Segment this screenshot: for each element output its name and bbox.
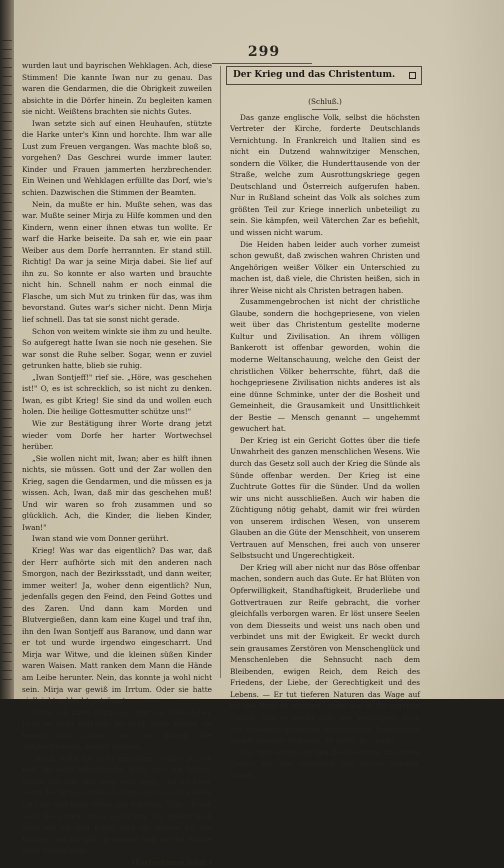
article-title-box <box>226 66 422 85</box>
article-paragraph: Zusammengebrochen ist nicht der christliche Glaube, sondern die hochgepriesene, von vielen weit über das Christentum gestellte moderne Kultur und Zivilisation. An ihrem völligen Bankerott ist offenbar geworden, wohin die moderne Weltanschauung, welche den Geist der christlichen Völker beherrschte, führt, daß die hochgepriesene Zivilisation nichts anderes ist als eine dünne Schminke, unter der die Bosheit und Gemeinheit, die Grausamkeit und Unsittlichkeit der Bestie — Mensch genannt — ungehemmt gewuchert hat. <box>230 297 420 434</box>
facing-page-edge <box>2 40 12 680</box>
story-paragraph: Schon von weitem winkte sie ihm zu und heulte. So aufgeregt hatte Iwan sie noch nie gesehen. Sie war sonst die Ruhe selber. Sogar, wenn er zuviel getrunken hatte, blieb sie ruhig. <box>22 326 212 371</box>
story-paragraph: „Sie wollen nicht mit, Iwan; aber es hilft ihnen nichts, sie müssen. Gott und der Zar wollen den Krieg, sagen die Gendarmen, und die müssen es ja wissen. Ach, Iwan, daß mir das geschehen muß! Und wir waren so froh zusammen und so glücklich. Ach, die Kinder, die lieben Kinder, Iwan!" <box>22 453 212 532</box>
story-column <box>22 60 212 867</box>
book-spine <box>0 0 14 699</box>
story-paragraph: „Iwan Sontjeff!" rief sie. „Höre, was geschehen ist!" O, es ist schrecklich, so ist nicht zu denken. Iwan, es gibt Krieg! Sie sind da und wollen euch holen. Die heilige Gottesmutter schütze uns!" <box>22 372 212 417</box>
column-divider <box>220 66 221 678</box>
story-paragraph: wurden laut und bayrischen Wehklagen. Ach, diese Stimmen! Die kannte Iwan nur zu genau. Das waren die Gendarmen, die die Obrigkeit zuweilen absichte in die Dörfer hinein. Zu begleiten kamen sie nicht. Weißtens brachten sie nichts Gutes. <box>22 61 212 117</box>
page-number: 299 <box>247 44 281 60</box>
story-paragraph: Wie zur Bestätigung ihrer Worte drang jetzt wieder vom Dorfe her harter Wortwechsel herüber. <box>22 418 212 452</box>
header-rule <box>212 63 312 64</box>
story-paragraph: Nein, da mußte er hin. Mußte sehen, was das war. Mußte seiner Mirja zu Hilfe kommen und den Kindern, wenn einer ihnen etwas tun wollte. Er warf die Harke beiseite. Da sah er, wie ein paar Weiber aus dem Dorfe herrannten. Er stand still. Richtig! Da war ja seine Mirja dabei. Sie lief auf ihn zu. So konnte er also warten und brauchte nicht hin. Schnell nahm er noch einmal die Flasche, um sich Mut zu trinken für das, was ihm bevorstand. Gutes war's sicher nicht. Denn Mirja lief schnell. Das tat sie sonst nicht gerade. <box>22 199 212 325</box>
article-paragraph: Der Krieg will aber nicht nur das Böse offenbar machen, sondern auch das Gute. Er hat Blüten von Opferwilligkeit, Standhaftigkeit, Bruderliebe und Gottvertrauen zur Reife gebracht, die vorher gleichfalls verborgen waren. Er löst unsere Seelen von dem Diesseits und weist uns nach oben und verbindet uns mit der Ewigkeit. Er weckt durch sein grausames Zerstören von Menschenglück und Menschenleben die Sehnsucht nach dem Bleibenden, ewigen Reich, dem Reich des Friedens, der Liebe, der Gerechtigkeit und des Lebens. — Er tut tieferen Naturen das Wage auf für das Böse im eigenen Leben und in der eigenen Nation, und er weckt statt des Verlangens nach der sündenvergebenden erneuernden, heiligenden Gnade unseres Heilands. Er treibt ins Gebet. <box>230 562 420 746</box>
article-paragraph: Die Heiden haben leider auch vorher zumeist schon gewußt, daß zwischen wahren Christen und Angehörigen weißer Völker ein Unterschied zu machen ist, daß viele, die Christen heißen, sich in ihrer Weise nicht als Christen betragen haben. <box>230 239 420 295</box>
story-paragraph: Krieg! Was war das eigentlich? Das war, daß der Herr aufhörte sich mit den anderen nach Smorgon, nach der Bezirksstadt, und dann weiter, immer weiter! Ja, woher denn eigentlich? Nun, jedenfalls gegen den Feind, den Feind Gottes und des Zaren. Und dann kam Morden und Blutvergießen, dann kam eine Kugel und traf ihn, ihn den Iwan Sontjeff aus Baranow, und dann war er tot und wurde irgendwo eingescharrt. Und Mirja war Witwe, und die kleinen süßen Kinder waren Waisen. Matt ranken dem Mann die Hände am Leibe herunter. Nein, das konnte ja wohl nicht sein. Mirja war gewiß im Irrtum. Oder sie hatte vielleicht schlecht geträumt. <box>22 545 212 706</box>
book-page <box>14 0 504 867</box>
story-paragraph: Iwan stand wie vom Donner gerührt. <box>32 534 169 544</box>
story-paragraph: Iwan setzte sich auf einen Heuhaufen, stützte die Harke unter's Kinn und horchte. Ihm war alle Lust zum Freuen vergangen. Was machte bloß so, vorgehen? Das Geschrei wurde immer lauter. Kinder und Frauen jammerten herzbrechender. Ein Weinen und Wehklagen erfüllte das Dorf, wie's schien. Dazwischen die Stimmen der Beamten. <box>22 118 212 198</box>
story-paragraph: Mirja sah ihren Mann an. Aber sie blieb dabei. Iwan er nicht mitkäme ins Dorf, dann kämen sie heraus und holten ihn. Sie hätten alle aufgeschrieben, die mit müßten. <box>22 707 212 752</box>
article-column <box>230 96 420 780</box>
page-shading <box>444 0 504 699</box>
article-paragraph: Das sind einige von den Zwecken und Absichten Gottes, die wir verstehen und fassen können. Daran <box>230 747 420 780</box>
ornament-square-icon <box>409 72 416 79</box>
subtitle-rule <box>312 109 338 110</box>
article-title: Der Krieg und das Christentum. <box>233 70 396 80</box>
article-subtitle: (Schluß.) <box>308 97 342 106</box>
story-paragraph: „Iwan, willst du nicht herlaufen? Siehst du, ich hab' dir Geld mitgebracht, alles, was wir haben. Nimm das und lauf weg, weit weg! Und nachher, wenn der Krieg vorbei ist, dann kommst du wieder. Und ich will mich schon gut erhalten. Und ich will auch die Arbeit schon allein tun. Wir haben doch wohl ein bißchen Ruhe, und die Bienen für die Kinder, und ich will sie warten und sie die Woche nicht totschlagen." <box>22 753 212 856</box>
article-paragraph: Das ganze englische Volk, selbst die höchsten Vertreter der Kirche, forderte Deutschlands Vernichtung. In Frankreich und Italien sind es nicht ein Dutzend wahnwitziger Menschen, sondern die Völker, die Hunderttausende von der Straße, welche zum Ausrottungskriege gegen Deutschland und Österreich aufgerufen haben. Nur in Rußland scheint das Volk als solches zum größten Teil zur Kriege innerlich unbeteiligt zu sein. Sie kämpfen, weil Väterchen Zar es befiehlt, und wissen nicht warum. <box>230 112 420 238</box>
article-paragraph: Der Krieg ist ein Gericht Gottes über die tiefe Unwahrheit des ganzen menschlichen Wesens. Wie durch das Gesetz soll auch der Krieg die Sünde als Sünde offenbar werden. Der Krieg ist eine Zuchtrute Gottes für die Sünder. Und da wollen wir uns nicht ausschließen. Auch wir haben die Züchtigung nötig gehabt, damit wir frei würden von unserem irdischen Wesen, von unserem Glauben an die Güte der Menschheit, von unserem Vertrauen auf Menschen, frei auch von unserer Selbstsucht und Ungerechtigkeit. <box>230 435 420 561</box>
continuation-note: (Fortsetzung folgt.) <box>131 857 212 867</box>
